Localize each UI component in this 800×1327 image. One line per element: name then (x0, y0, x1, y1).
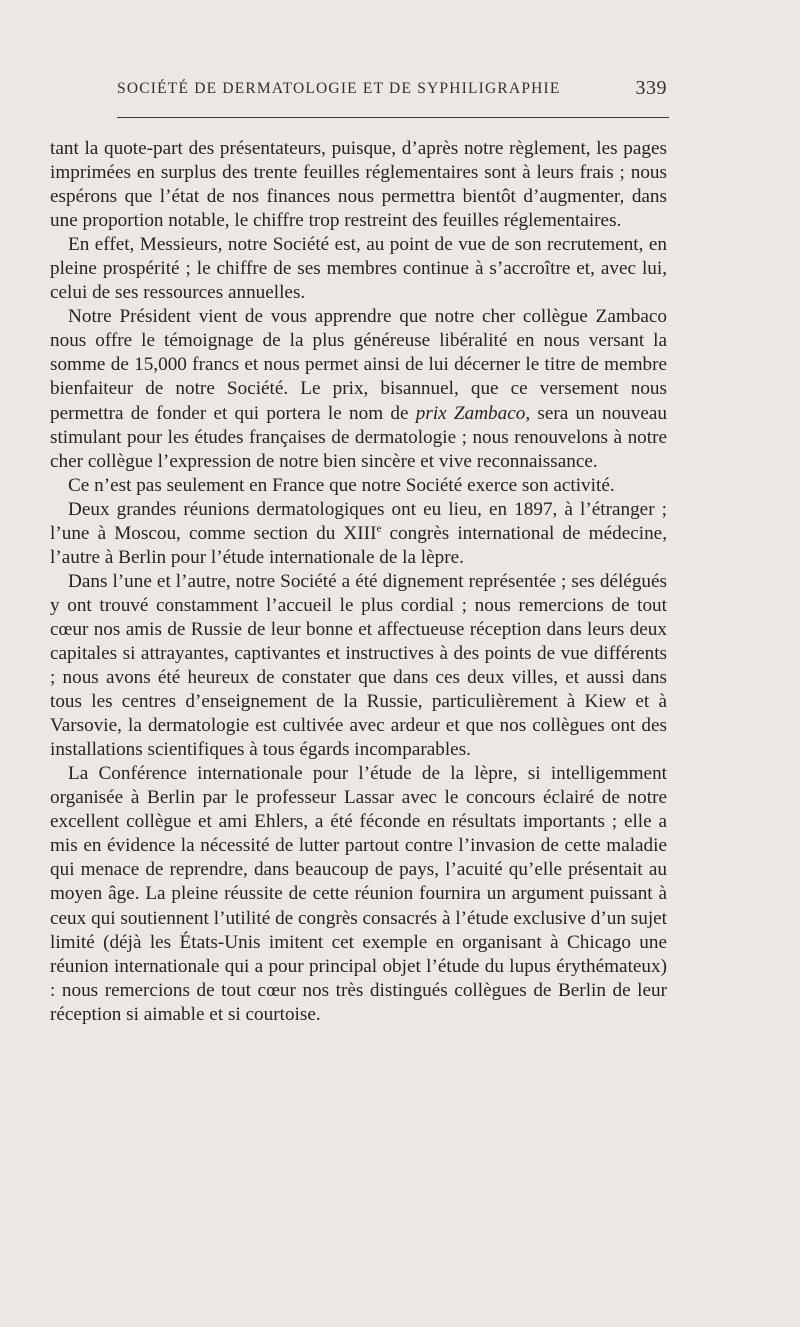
paragraph-5-text-b: congrès international de médecine, l’autre à Berlin pour l’étude internationale de la lèpre. (50, 522, 667, 568)
paragraph-7 (50, 762, 667, 1027)
paragraph-7-text: La Conférence internationale pour l’étude de la lèpre, si intelligemment organisée à Berlin par le professeur Lassar avec le concours éclairé de notre excellent collègue et ami Ehlers, a été féconde en résultats importants ; elle a mis en évidence la nécessité de lutter partout contre l’invasion de cette maladie qui menace de reprendre, dans beaucoup de pays, l’acuité qu’elle présentait au moyen âge. La pleine réussite de cette réunion fournira un argument puissant à ceux qui soutiennent l’utilité de congrès consacrés à l’étude exclusive d’un sujet limité (déjà les États-Unis imitent cet exemple en organisant à Chicago une réunion internationale qui a pour principal objet l’étude du lupus érythémateux) : nous remercions de tout cœur nos très distingués collègues de Berlin de leur réception si aimable et si courtoise. (50, 763, 667, 1025)
paragraph-5 (50, 498, 667, 570)
paragraph-3-text-a: Notre Président vient de vous apprendre que notre cher collègue Zambaco nous offre le témoignage de la plus généreuse libéralité en nous versant la somme de 15,000 francs et nous permet ainsi de lui décerner le titre de membre bienfaiteur de notre Société. Le prix, bisannuel, que ce versement nous permettra de fonder et qui portera le nom de (50, 306, 667, 424)
prize-name: prix Zambaco, (415, 402, 531, 424)
body-text (50, 137, 667, 1027)
paragraph-1 (50, 137, 667, 233)
paragraph-5-text-a: Deux grandes réunions dermatologiques ont eu lieu, en 1897, à l’étranger ; l’une à Moscou, comme section du XIII (50, 498, 667, 544)
running-head (117, 77, 667, 106)
header-rule (117, 117, 669, 118)
paragraph-6 (50, 570, 667, 762)
paragraph-6-text: Dans l’une et l’autre, notre Société a été dignement représentée ; ses délégués y ont trouvé constamment l’accueil le plus cordial ; nous remercions de tout cœur nos amis de Russie de leur bonne et affectueuse réception dans leurs deux capitales si attrayantes, captivantes et instructives à des points de vue différents ; nous avons été heureux de constater que dans ces deux villes, et aussi dans tous les centres d’enseignement de la Russie, particulièrement à Kiew et à Varsovie, la dermatologie est cultivée avec ardeur et que nos collègues ont des installations scientifiques à tous égards incomparables. (50, 570, 667, 761)
paragraph-1-text: tant la quote-part des présentateurs, puisque, d’après notre règlement, les pages imprimées en surplus des trente feuilles réglementaires sont à leurs frais ; nous espérons que l’état de nos finances nous permettra bientôt d’augmenter, dans une proportion notable, le chiffre trop restreint des feuilles réglementaires. (50, 138, 667, 232)
paragraph-2 (50, 233, 667, 305)
ordinal-superscript: e (376, 522, 382, 535)
paragraph-3-text-b: sera un nouveau stimulant pour les études françaises de dermatologie ; nous renouvelons à notre cher collègue l’expression de notre bien sincère et vive reconnaissance. (50, 402, 667, 472)
paragraph-4 (50, 474, 667, 498)
paragraph-3 (50, 305, 667, 473)
paragraph-2-text: En effet, Messieurs, notre Société est, au point de vue de son recrutement, en pleine prospérité ; le chiffre de ses membres continue à s’accroître et, avec lui, celui de ses ressources annuelles. (50, 234, 667, 304)
page-number: 339 (635, 77, 667, 99)
paragraph-4-text: Ce n’est pas seulement en France que notre Société exerce son activité. (68, 474, 615, 496)
running-head-title: SOCIÉTÉ DE DERMATOLOGIE ET DE SYPHILIGRAPHIE (117, 80, 561, 97)
